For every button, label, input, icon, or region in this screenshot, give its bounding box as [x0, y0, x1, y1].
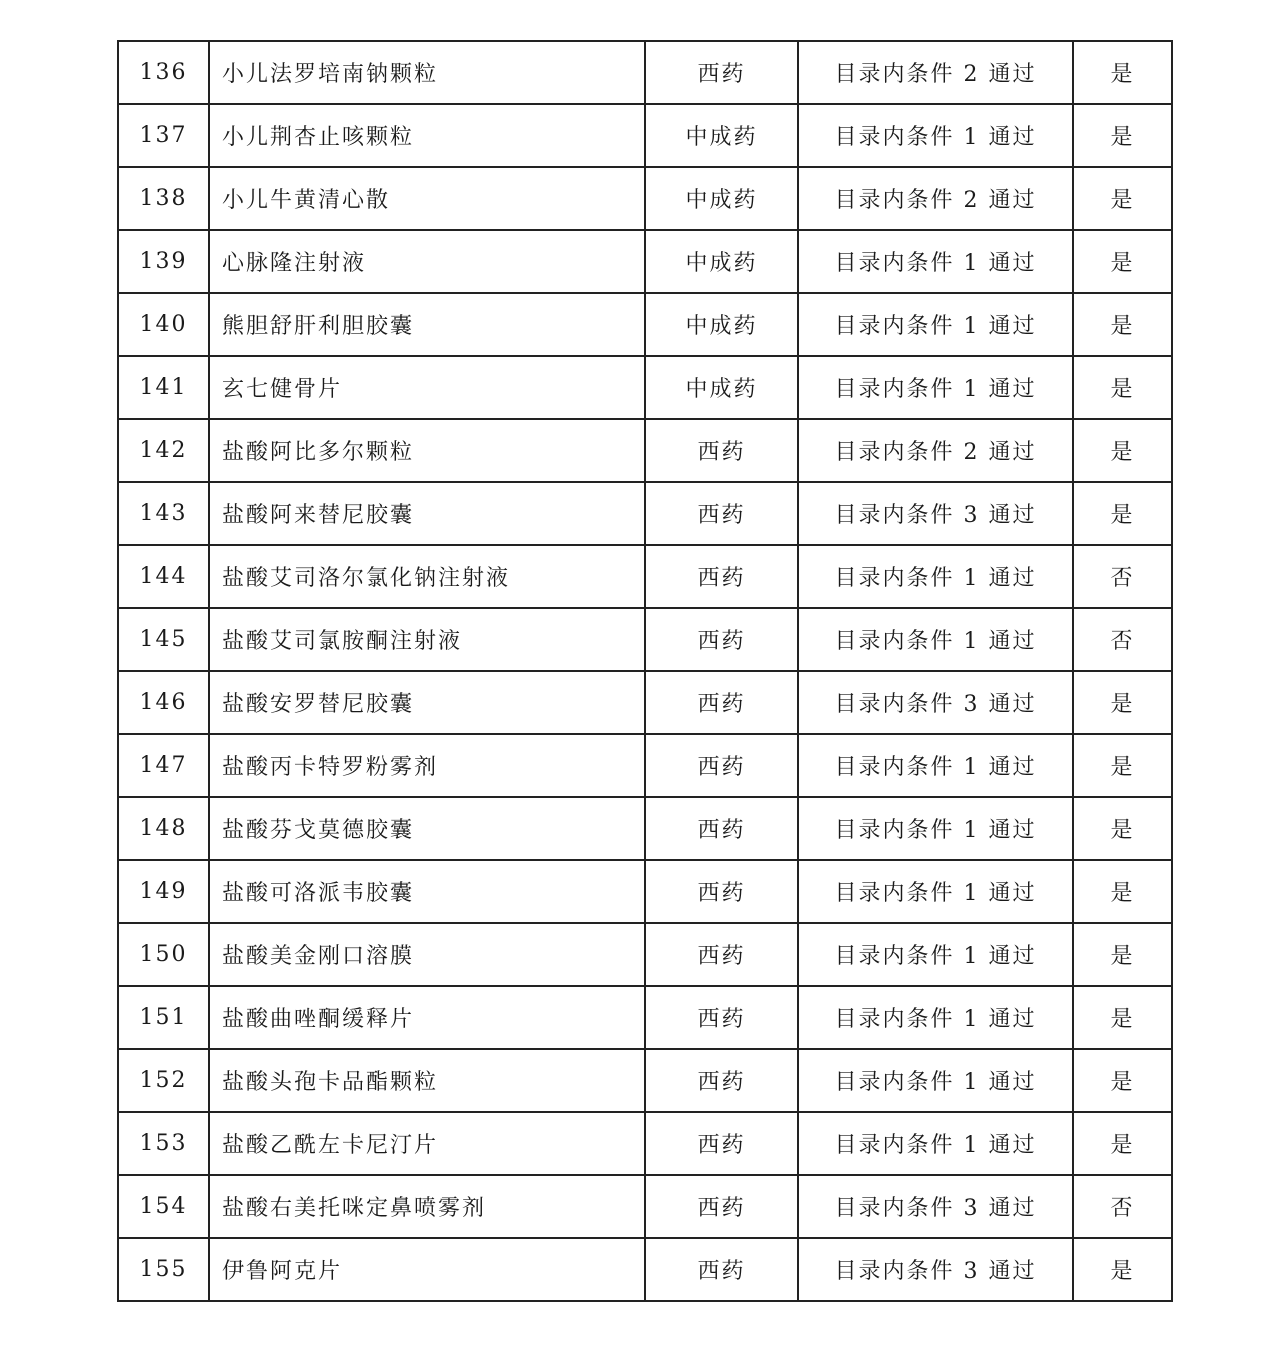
result-flag-cell: 是: [1073, 734, 1172, 797]
drug-name-cell: 盐酸安罗替尼胶囊: [209, 671, 645, 734]
table-row: [118, 986, 1172, 1049]
row-number-cell: 150: [118, 923, 209, 986]
drug-type-cell: 西药: [645, 1112, 798, 1175]
result-flag-cell: 是: [1073, 356, 1172, 419]
row-number-cell: 142: [118, 419, 209, 482]
row-number-cell: 139: [118, 230, 209, 293]
result-flag-cell: 是: [1073, 797, 1172, 860]
review-condition-cell: 目录内条件 2 通过: [798, 167, 1073, 230]
drug-type-cell: 中成药: [645, 167, 798, 230]
table-row: [118, 1049, 1172, 1112]
drug-type-cell: 西药: [645, 419, 798, 482]
drug-type-cell: 中成药: [645, 356, 798, 419]
table-row: [118, 167, 1172, 230]
review-condition-cell: 目录内条件 3 通过: [798, 482, 1073, 545]
drug-type-cell: 西药: [645, 734, 798, 797]
drug-type-cell: 西药: [645, 482, 798, 545]
drug-type-cell: 中成药: [645, 230, 798, 293]
row-number-cell: 137: [118, 104, 209, 167]
drug-name-cell: 熊胆舒肝利胆胶囊: [209, 293, 645, 356]
table-row: [118, 1238, 1172, 1301]
drug-type-cell: 西药: [645, 860, 798, 923]
drug-name-cell: 小儿牛黄清心散: [209, 167, 645, 230]
review-condition-cell: 目录内条件 1 通过: [798, 608, 1073, 671]
review-condition-cell: 目录内条件 1 通过: [798, 293, 1073, 356]
result-flag-cell: 是: [1073, 1112, 1172, 1175]
drug-type-cell: 西药: [645, 923, 798, 986]
review-condition-cell: 目录内条件 3 通过: [798, 1238, 1073, 1301]
drug-name-cell: 盐酸曲唑酮缓释片: [209, 986, 645, 1049]
review-condition-cell: 目录内条件 1 通过: [798, 545, 1073, 608]
drug-type-cell: 中成药: [645, 104, 798, 167]
row-number-cell: 152: [118, 1049, 209, 1112]
result-flag-cell: 是: [1073, 671, 1172, 734]
row-number-cell: 148: [118, 797, 209, 860]
table-row: [118, 356, 1172, 419]
review-condition-cell: 目录内条件 3 通过: [798, 671, 1073, 734]
drug-name-cell: 盐酸美金刚口溶膜: [209, 923, 645, 986]
drug-name-cell: 盐酸乙酰左卡尼汀片: [209, 1112, 645, 1175]
result-flag-cell: 是: [1073, 860, 1172, 923]
drug-name-cell: 盐酸可洛派韦胶囊: [209, 860, 645, 923]
review-condition-cell: 目录内条件 1 通过: [798, 734, 1073, 797]
table-row: [118, 923, 1172, 986]
result-flag-cell: 是: [1073, 1049, 1172, 1112]
drug-type-cell: 西药: [645, 1238, 798, 1301]
row-number-cell: 138: [118, 167, 209, 230]
drug-type-cell: 西药: [645, 797, 798, 860]
drug-name-cell: 盐酸右美托咪定鼻喷雾剂: [209, 1175, 645, 1238]
drug-name-cell: 盐酸阿比多尔颗粒: [209, 419, 645, 482]
result-flag-cell: 否: [1073, 545, 1172, 608]
result-flag-cell: 否: [1073, 608, 1172, 671]
review-condition-cell: 目录内条件 1 通过: [798, 1112, 1073, 1175]
drug-name-cell: 盐酸阿来替尼胶囊: [209, 482, 645, 545]
drug-name-cell: 心脉隆注射液: [209, 230, 645, 293]
result-flag-cell: 否: [1073, 1175, 1172, 1238]
drug-name-cell: 盐酸艾司洛尔氯化钠注射液: [209, 545, 645, 608]
document-page: [117, 40, 1159, 1302]
row-number-cell: 143: [118, 482, 209, 545]
row-number-cell: 140: [118, 293, 209, 356]
row-number-cell: 147: [118, 734, 209, 797]
result-flag-cell: 是: [1073, 1238, 1172, 1301]
review-condition-cell: 目录内条件 1 通过: [798, 986, 1073, 1049]
drug-name-cell: 盐酸头孢卡品酯颗粒: [209, 1049, 645, 1112]
table-row: [118, 482, 1172, 545]
drug-type-cell: 西药: [645, 545, 798, 608]
drug-type-cell: 西药: [645, 986, 798, 1049]
drug-name-cell: 玄七健骨片: [209, 356, 645, 419]
table-row: [118, 608, 1172, 671]
row-number-cell: 151: [118, 986, 209, 1049]
table-row: [118, 1112, 1172, 1175]
review-condition-cell: 目录内条件 2 通过: [798, 41, 1073, 104]
drug-type-cell: 中成药: [645, 293, 798, 356]
table-row: [118, 41, 1172, 104]
drug-name-cell: 小儿法罗培南钠颗粒: [209, 41, 645, 104]
review-condition-cell: 目录内条件 1 通过: [798, 797, 1073, 860]
result-flag-cell: 是: [1073, 923, 1172, 986]
result-flag-cell: 是: [1073, 293, 1172, 356]
table-row: [118, 797, 1172, 860]
table-row: [118, 734, 1172, 797]
review-condition-cell: 目录内条件 1 通过: [798, 860, 1073, 923]
drug-type-cell: 西药: [645, 1049, 798, 1112]
table-row: [118, 293, 1172, 356]
table-row: [118, 230, 1172, 293]
drug-name-cell: 盐酸丙卡特罗粉雾剂: [209, 734, 645, 797]
table-row: [118, 545, 1172, 608]
table-row: [118, 860, 1172, 923]
result-flag-cell: 是: [1073, 167, 1172, 230]
row-number-cell: 136: [118, 41, 209, 104]
drug-type-cell: 西药: [645, 671, 798, 734]
row-number-cell: 144: [118, 545, 209, 608]
review-condition-cell: 目录内条件 1 通过: [798, 923, 1073, 986]
table-row: [118, 419, 1172, 482]
row-number-cell: 154: [118, 1175, 209, 1238]
result-flag-cell: 是: [1073, 482, 1172, 545]
result-flag-cell: 是: [1073, 41, 1172, 104]
drug-type-cell: 西药: [645, 41, 798, 104]
review-condition-cell: 目录内条件 1 通过: [798, 1049, 1073, 1112]
table-row: [118, 671, 1172, 734]
drug-name-cell: 盐酸芬戈莫德胶囊: [209, 797, 645, 860]
row-number-cell: 153: [118, 1112, 209, 1175]
result-flag-cell: 是: [1073, 230, 1172, 293]
drug-type-cell: 西药: [645, 1175, 798, 1238]
table-row: [118, 104, 1172, 167]
review-condition-cell: 目录内条件 1 通过: [798, 230, 1073, 293]
drug-name-cell: 小儿荆杏止咳颗粒: [209, 104, 645, 167]
row-number-cell: 146: [118, 671, 209, 734]
review-condition-cell: 目录内条件 1 通过: [798, 356, 1073, 419]
drug-list-table: [117, 40, 1173, 1302]
drug-type-cell: 西药: [645, 608, 798, 671]
table-row: [118, 1175, 1172, 1238]
result-flag-cell: 是: [1073, 986, 1172, 1049]
drug-name-cell: 盐酸艾司氯胺酮注射液: [209, 608, 645, 671]
result-flag-cell: 是: [1073, 419, 1172, 482]
review-condition-cell: 目录内条件 1 通过: [798, 104, 1073, 167]
review-condition-cell: 目录内条件 2 通过: [798, 419, 1073, 482]
drug-name-cell: 伊鲁阿克片: [209, 1238, 645, 1301]
result-flag-cell: 是: [1073, 104, 1172, 167]
table-body: [118, 41, 1172, 1301]
review-condition-cell: 目录内条件 3 通过: [798, 1175, 1073, 1238]
row-number-cell: 149: [118, 860, 209, 923]
row-number-cell: 155: [118, 1238, 209, 1301]
row-number-cell: 145: [118, 608, 209, 671]
row-number-cell: 141: [118, 356, 209, 419]
